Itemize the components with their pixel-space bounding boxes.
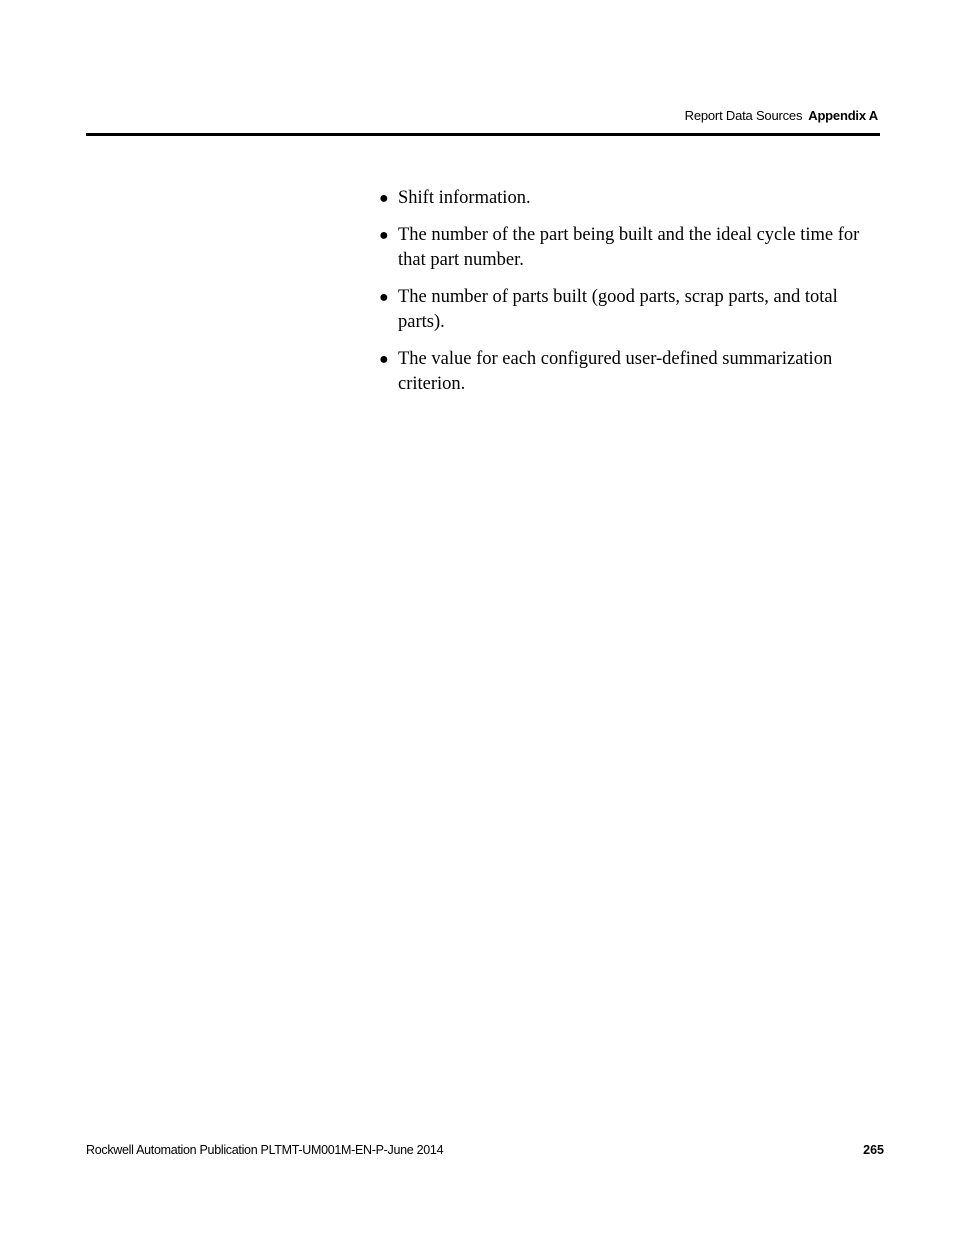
bullet-icon: ● — [379, 289, 389, 306]
list-item-text: The value for each configured user-defined summarization criterion. — [398, 349, 833, 394]
footer-publication: Rockwell Automation Publication PLTMT-UM001M-EN-P-June 2014 — [86, 1143, 444, 1157]
bullet-list — [378, 186, 878, 409]
bullet-icon: ● — [379, 190, 389, 207]
bullet-icon: ● — [379, 351, 389, 368]
list-item-text: The number of the part being built and the ideal cycle time for that part number. — [398, 225, 860, 270]
running-header — [685, 108, 878, 123]
header-appendix-label: Appendix A — [808, 108, 878, 123]
list-item — [378, 223, 878, 273]
page-number: 265 — [863, 1143, 884, 1157]
list-item-text: Shift information. — [398, 188, 531, 208]
list-item-text: The number of parts built (good parts, scrap parts, and total parts). — [398, 287, 838, 332]
list-item — [378, 285, 878, 335]
header-section-title: Report Data Sources — [684, 108, 803, 123]
header-rule — [86, 133, 880, 136]
list-item — [378, 347, 878, 397]
bullet-icon: ● — [379, 227, 389, 244]
list-item — [378, 186, 878, 211]
